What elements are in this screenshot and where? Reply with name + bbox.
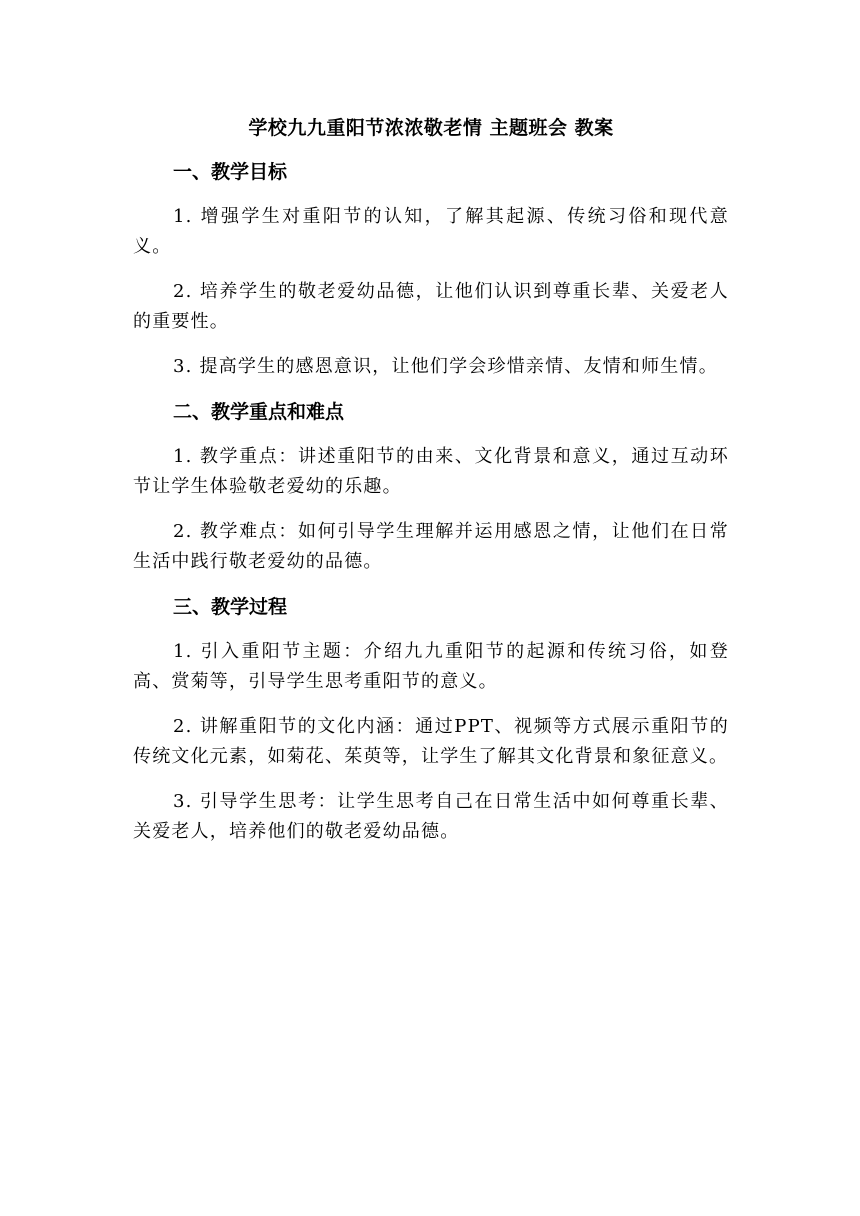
goal-item-1: 1. 增强学生对重阳节的认知，了解其起源、传统习俗和现代意义。 [133, 206, 729, 257]
process-item-2: 2. 讲解重阳节的文化内涵：通过PPT、视频等方式展示重阳节的传统文化元素，如菊花、茱萸等，让学生了解其文化背景和象征意义。 [133, 716, 729, 767]
document-title: 学校九九重阳节浓浓敬老情 主题班会 教案 [248, 117, 614, 139]
section-heading-goals: 一、教学目标 [173, 161, 288, 183]
section-heading-process: 三、教学过程 [173, 596, 288, 618]
document-body [133, 112, 729, 847]
goal-item-3: 3. 提高学生的感恩意识，让他们学会珍惜亲情、友情和师生情。 [173, 356, 718, 377]
key-point-item-1: 1. 教学重点：讲述重阳节的由来、文化背景和意义，通过互动环节让学生体验敬老爱幼的乐趣。 [133, 446, 729, 497]
process-item-1: 1. 引入重阳节主题：介绍九九重阳节的起源和传统习俗，如登高、赏菊等，引导学生思考重阳节的意义。 [133, 641, 729, 692]
key-point-item-2: 2. 教学难点：如何引导学生理解并运用感恩之情，让他们在日常生活中践行敬老爱幼的品德。 [133, 521, 729, 572]
section-heading-key-points: 二、教学重点和难点 [173, 401, 345, 423]
process-item-3: 3. 引导学生思考：让学生思考自己在日常生活中如何尊重长辈、关爱老人，培养他们的敬老爱幼品德。 [133, 791, 729, 842]
goal-item-2: 2. 培养学生的敬老爱幼品德，让他们认识到尊重长辈、关爱老人的重要性。 [133, 281, 729, 332]
